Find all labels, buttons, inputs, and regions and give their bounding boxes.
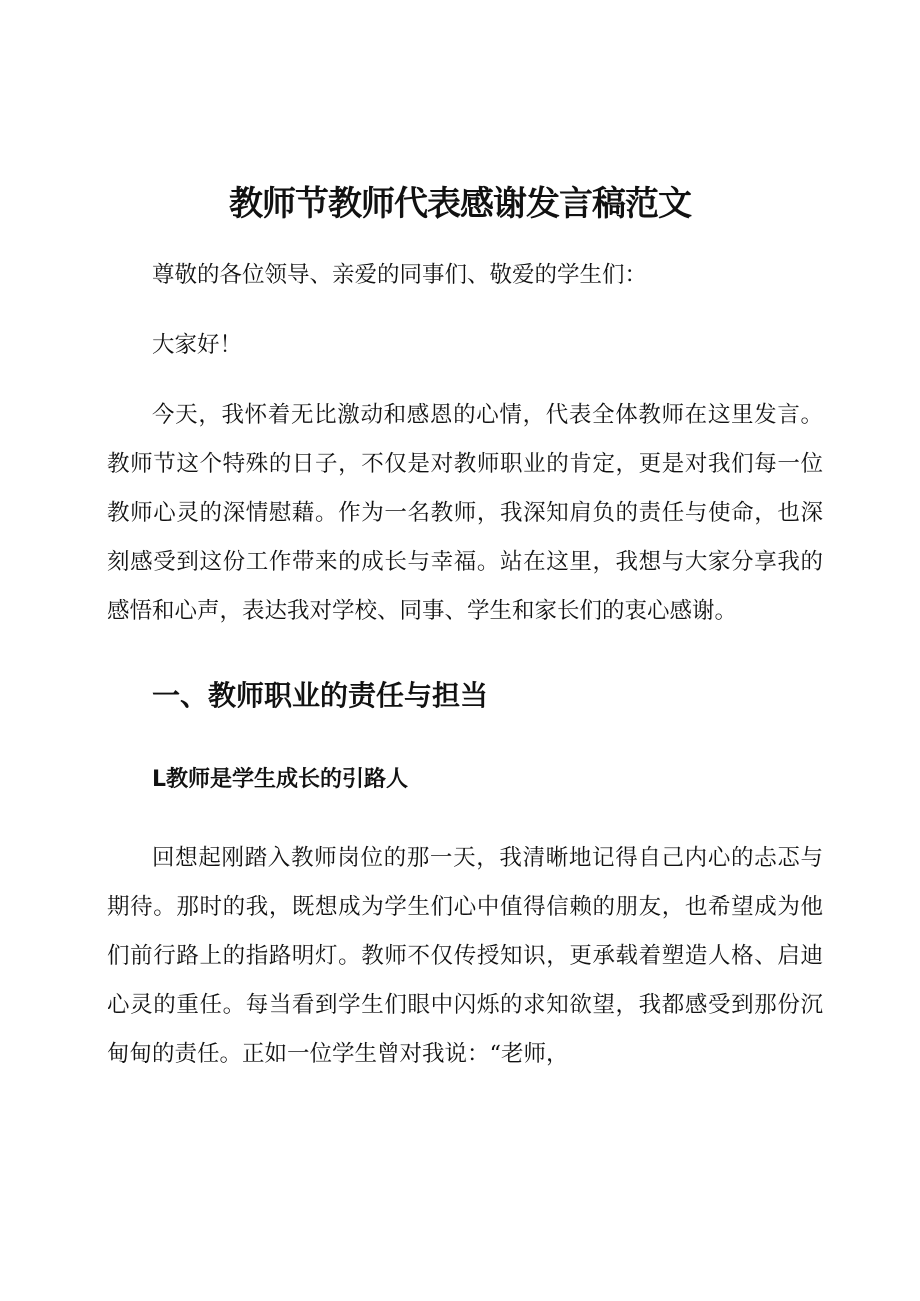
intro-paragraph: 今天，我怀着无比激动和感恩的心情，代表全体教师在这里发言。教师节这个特殊的日子，不仅是对教师职业的肯定，更是对我们每一位教师心灵的深情慰藉。作为一名教师，我深知肩负的责任与使命，也深刻感受到这份工作带来的成长与幸福。站在这里，我想与大家分享我的感悟和心声，表达我对学校、同事、学生和家长们的衷心感谢。 xyxy=(107,402,823,624)
section-heading: 一、教师职业的责任与担当 xyxy=(152,679,489,712)
salutation: 尊敬的各位领导、亲爱的同事们、敬爱的学生们： xyxy=(152,262,648,288)
section-body-paragraph: 回想起刚踏入教师岗位的那一天，我清晰地记得自己内心的忐忑与期待。那时的我，既想成为学生们心中值得信赖的朋友，也希望成为他们前行路上的指路明灯。教师不仅传授知识，更承载着塑造人格、启迪心灵的重任。每当看到学生们眼中闪烁的求知欲望，我都感受到那份沉甸甸的责任。正如一位学生曾对我说：“老师， xyxy=(107,845,823,1067)
document-title: 教师节教师代表感谢发言稿范文 xyxy=(229,184,691,224)
section-subheading: L教师是学生成长的引路人 xyxy=(152,767,409,792)
greeting: 大家好！ xyxy=(152,332,243,358)
